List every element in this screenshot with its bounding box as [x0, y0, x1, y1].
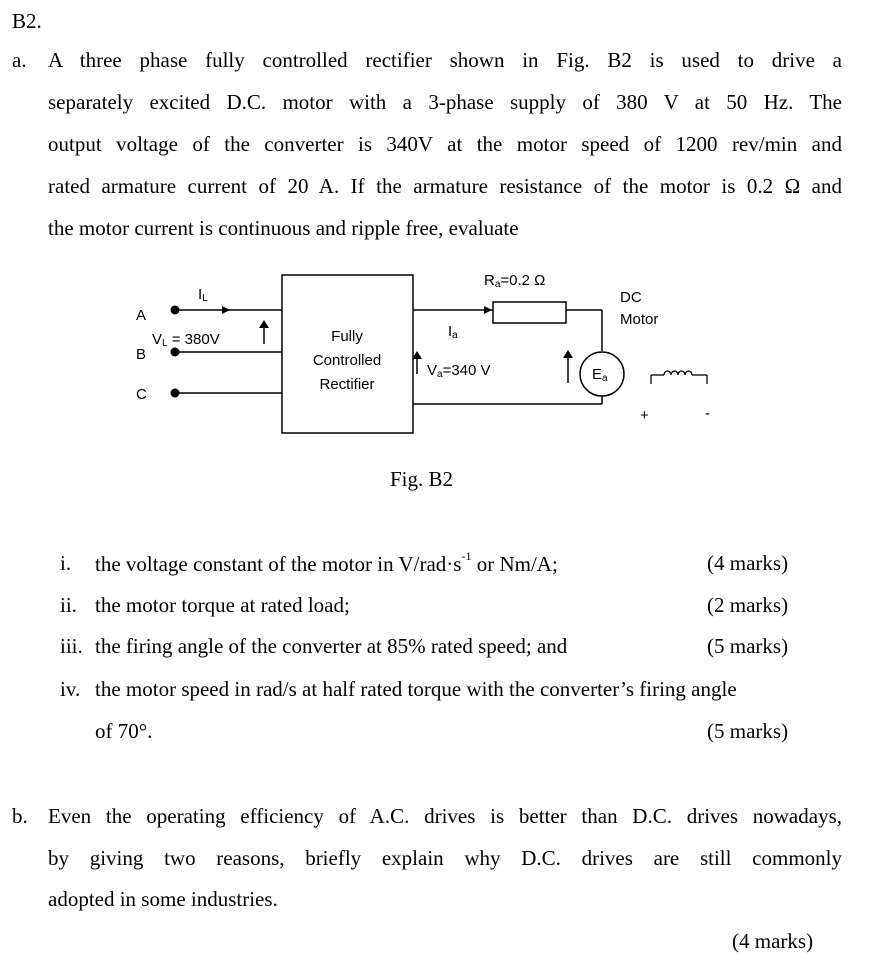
question-number: B2.	[12, 9, 42, 33]
phase-b-label: B	[136, 346, 147, 363]
motor-label-1: DC	[620, 289, 642, 306]
subq-ii-marks: (2 marks)	[707, 593, 789, 617]
part-b-line-1: Even the operating efficiency of A.C. drives is better than D.C. drives nowadays,	[48, 804, 842, 828]
part-a-line-2: separately excited D.C. motor with a 3-phase supply of 380 V at 50 Hz. The	[48, 90, 842, 114]
motor-label-2: Motor	[620, 311, 659, 328]
field-minus-label: -	[705, 405, 710, 422]
armature-current-label: Ia	[448, 323, 458, 341]
emf-label: Ea	[592, 366, 608, 384]
subq-i-text: the voltage constant of the motor in $V/rad\cdot s^{-1}$ or Nm/A;	[95, 549, 558, 576]
armature-resistor	[493, 302, 566, 323]
part-b-line-2: by giving two reasons, briefly explain why D.C. drives are still commonly	[48, 846, 842, 870]
subq-iii-marks: (5 marks)	[707, 634, 789, 658]
part-a-line-5: the motor current is continuous and ripple free, evaluate	[48, 216, 519, 240]
field-plus-label: +	[640, 407, 649, 424]
part-b-label: b.	[12, 804, 28, 828]
subq-iv-text-cont: of 70°.	[95, 719, 153, 743]
subq-i-num: i.	[60, 551, 72, 575]
line-current-arrow	[222, 306, 230, 314]
part-a-line-4: rated armature current of 20 A. If the armature resistance of the motor is 0.2 Ω and	[48, 174, 842, 198]
output-voltage-label: Va=340 V	[427, 362, 491, 380]
field-winding	[651, 371, 707, 384]
part-a-label: a.	[12, 48, 27, 72]
subq-iv-text: the motor speed in rad/s at half rated torque with the converter’s firing angle	[95, 677, 737, 701]
part-a-line-3: output voltage of the converter is 340V at the motor speed of 1200 rev/min and	[48, 132, 842, 156]
subq-iii-num: iii.	[60, 634, 83, 658]
rectifier-label-3: Rectifier	[319, 376, 375, 393]
part-a-line-1: A three phase fully controlled rectifier shown in Fig. B2 is used to drive a	[48, 48, 842, 72]
subq-ii-text: the motor torque at rated load;	[95, 593, 350, 617]
subq-iii-text: the firing angle of the converter at 85% rated speed; and	[95, 634, 568, 658]
part-b-line-3: adopted in some industries.	[48, 887, 278, 911]
subq-iv-num: iv.	[60, 677, 81, 701]
phase-a-label: A	[136, 307, 147, 324]
line-current-label: IL	[198, 286, 208, 304]
subq-ii-num: ii.	[60, 593, 77, 617]
phase-c-label: C	[136, 386, 147, 403]
figure-caption: Fig. B2	[390, 467, 454, 491]
resistor-label: Ra=0.2 Ω	[484, 272, 546, 290]
subq-i-marks: (4 marks)	[707, 551, 789, 575]
subq-iv-marks: (5 marks)	[707, 719, 789, 743]
part-b-marks: (4 marks)	[732, 929, 814, 953]
rectifier-label-1: Fully	[331, 328, 363, 345]
line-voltage-label: VL = 380V	[152, 331, 220, 349]
armature-current-arrow	[484, 306, 492, 314]
rectifier-label-2: Controlled	[312, 352, 382, 369]
